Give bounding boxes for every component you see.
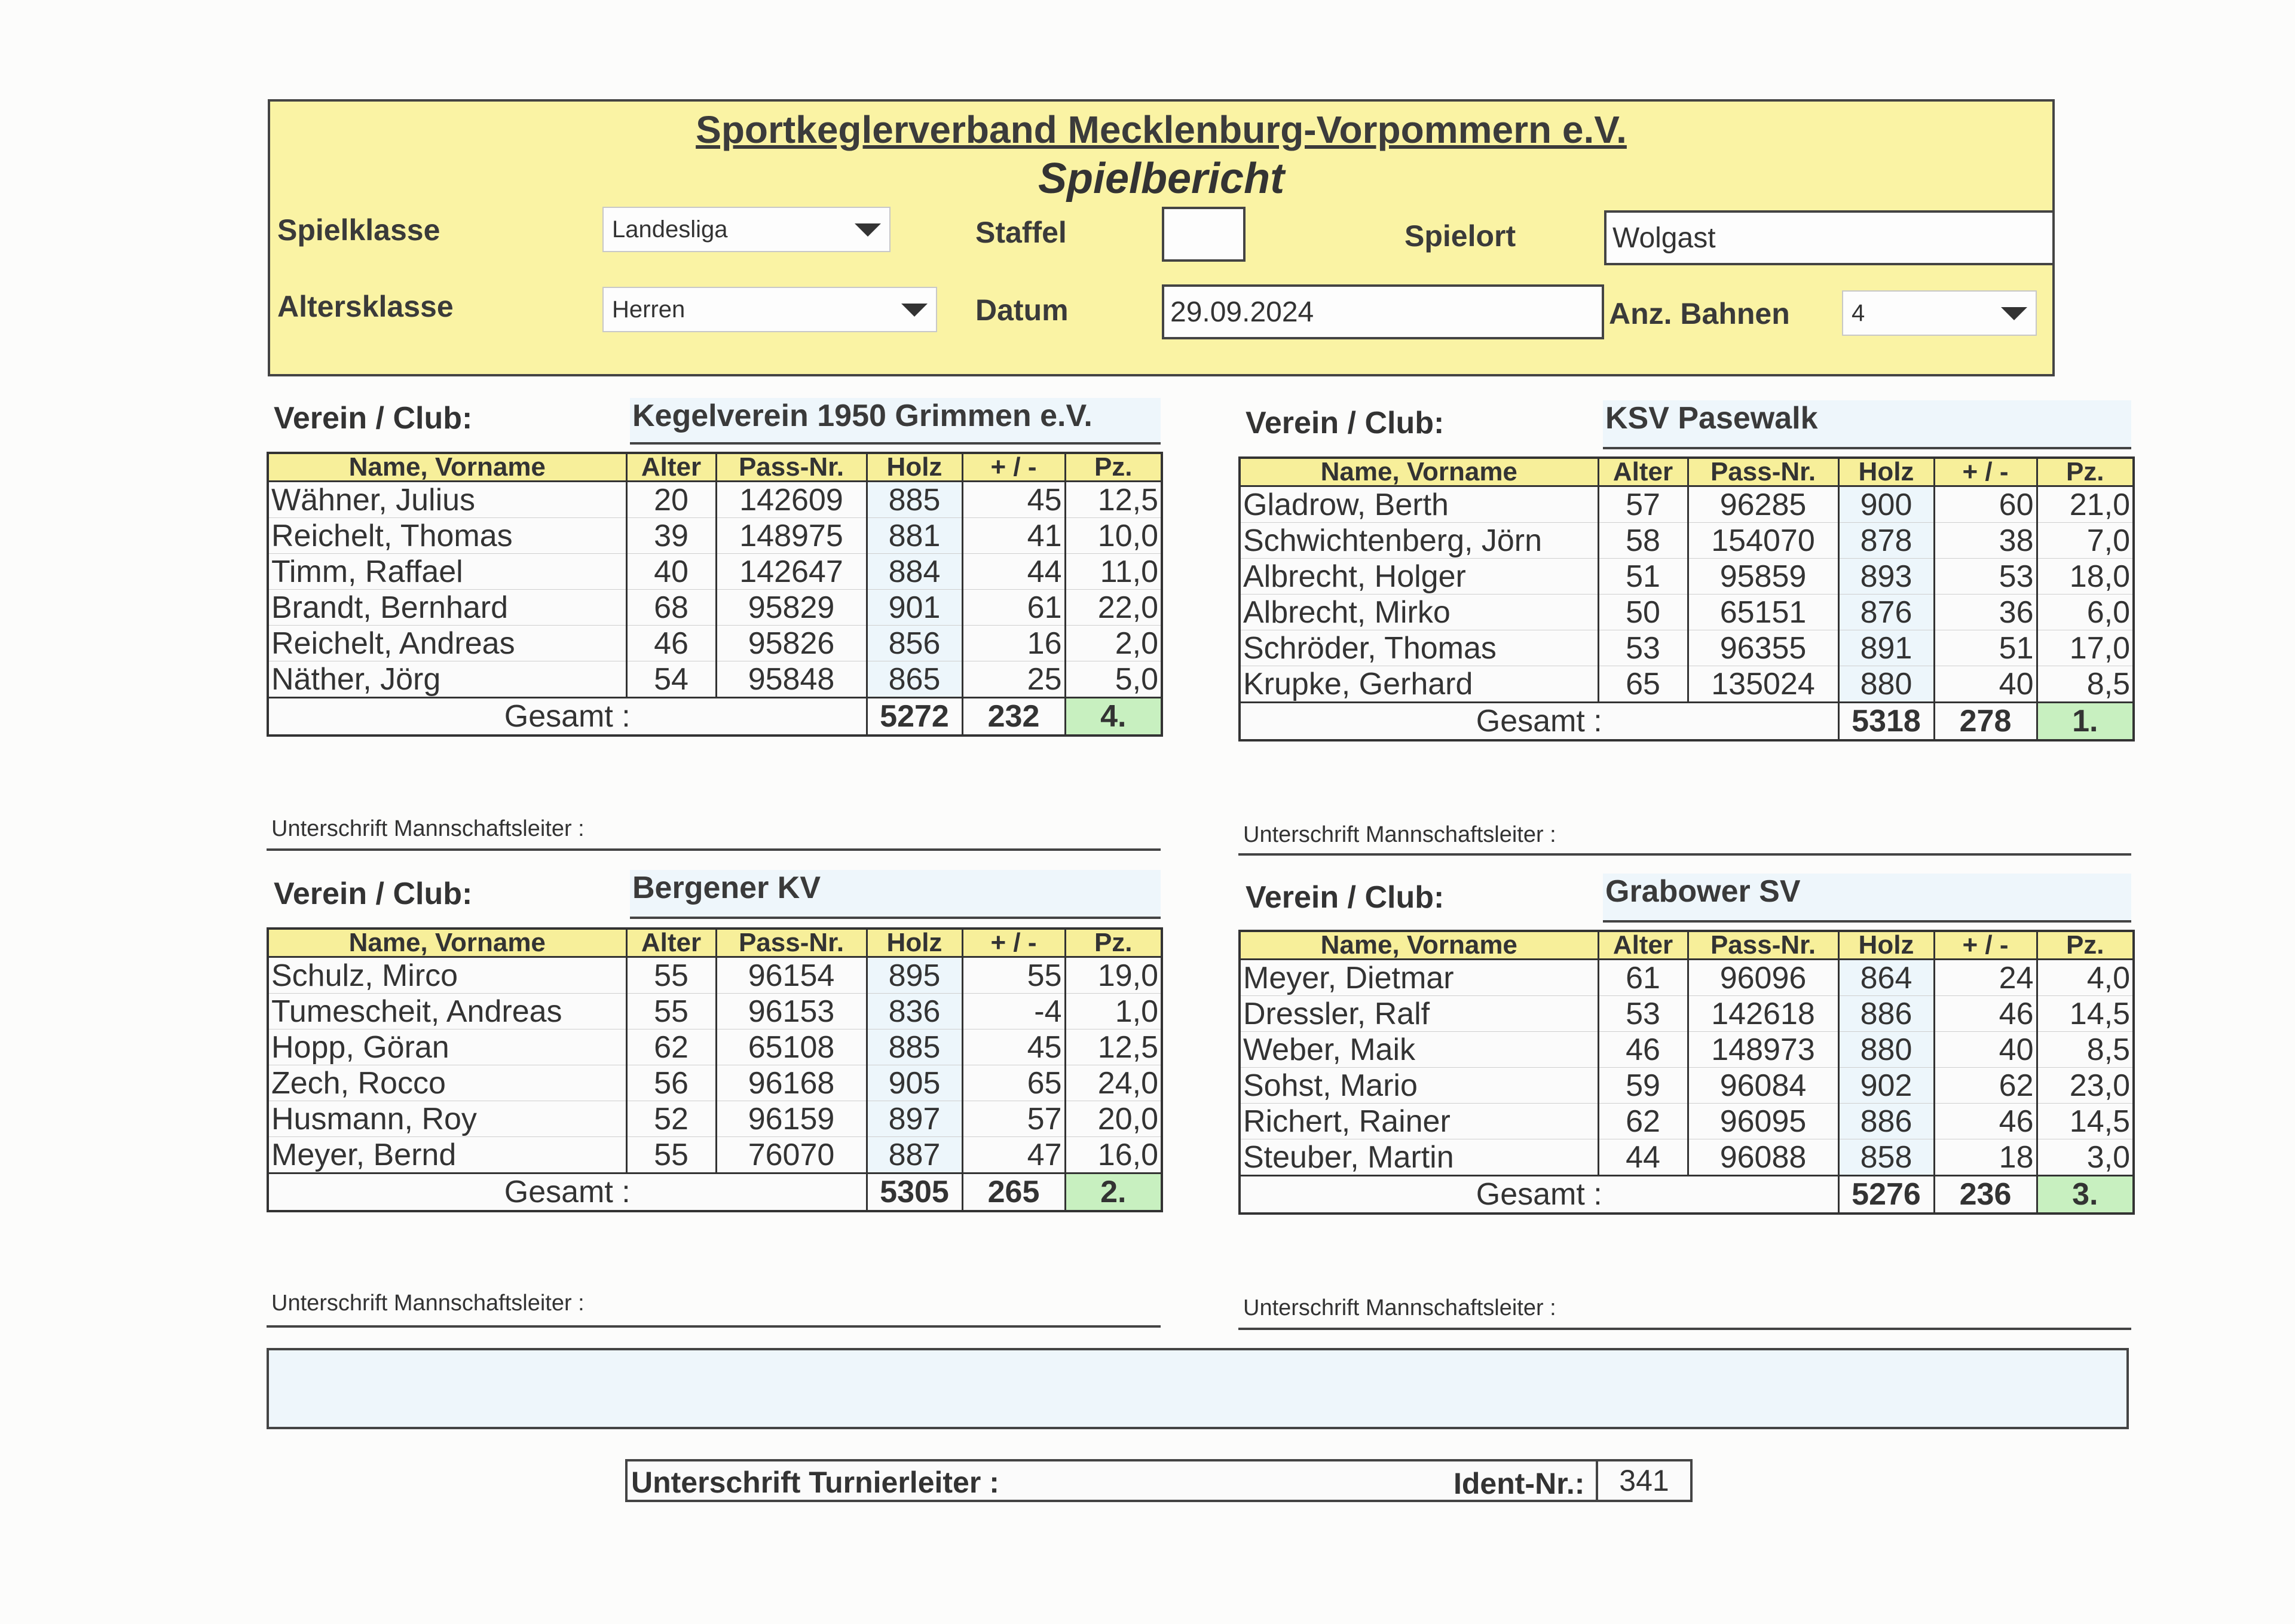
player-name: Sohst, Mario: [1240, 1068, 1598, 1104]
datum-label: Datum: [975, 293, 1069, 327]
player-pz: 3,0: [2037, 1139, 2134, 1176]
player-name: Schwichtenberg, Jörn: [1240, 523, 1598, 559]
club-label: Verein / Club:: [274, 401, 473, 436]
signature-label: Unterschrift Mannschaftsleiter :: [1243, 822, 1556, 847]
col-diff-header: + / -: [962, 929, 1065, 957]
player-pz: 19,0: [1065, 957, 1162, 994]
player-holz: 886: [1838, 1104, 1934, 1139]
player-pz: 5,0: [1065, 661, 1162, 698]
player-alter: 39: [626, 518, 716, 554]
spielort-label: Spielort: [1404, 219, 1516, 253]
federation-title: Sportkeglerverband Mecklenburg-Vorpommern e.V.: [696, 108, 1627, 151]
report-title: Spielbericht: [1038, 155, 1285, 203]
report-header: [268, 99, 2055, 376]
player-holz: 884: [867, 554, 962, 590]
col-alter-header: Alter: [1598, 458, 1688, 486]
team-table: [267, 927, 1163, 1212]
player-holz: 891: [1838, 630, 1934, 666]
player-name: Meyer, Dietmar: [1240, 960, 1598, 996]
player-pass: 142647: [716, 554, 867, 590]
col-name-header: Name, Vorname: [1240, 458, 1598, 486]
player-pz: 10,0: [1065, 518, 1162, 554]
player-pz: 6,0: [2037, 595, 2134, 630]
table-row: [1240, 559, 2134, 595]
altersklasse-label: Altersklasse: [277, 290, 454, 323]
player-holz: 864: [1838, 960, 1934, 996]
player-name: Albrecht, Mirko: [1240, 595, 1598, 630]
player-holz: 895: [867, 957, 962, 994]
club-label: Verein / Club:: [1246, 880, 1445, 915]
player-pz: 23,0: [2037, 1068, 2134, 1104]
player-name: Tumescheit, Andreas: [268, 994, 626, 1029]
col-pz-header: Pz.: [1065, 929, 1162, 957]
player-name: Albrecht, Holger: [1240, 559, 1598, 595]
player-alter: 55: [626, 994, 716, 1029]
total-holz: 5318: [1838, 703, 1934, 741]
player-diff: 46: [1934, 1104, 2037, 1139]
player-diff: 45: [962, 482, 1065, 518]
player-pass: 65151: [1688, 595, 1838, 630]
player-holz: 856: [867, 626, 962, 661]
player-holz: 880: [1838, 666, 1934, 703]
table-row: [1240, 523, 2134, 559]
player-name: Brandt, Bernhard: [268, 590, 626, 626]
bahnen-value: 4: [1852, 299, 1865, 326]
total-row: [268, 1173, 1162, 1212]
player-pass: 148975: [716, 518, 867, 554]
player-diff: 57: [962, 1101, 1065, 1137]
player-name: Gladrow, Berth: [1240, 486, 1598, 523]
total-diff: 265: [962, 1173, 1065, 1212]
signature-label: Unterschrift Mannschaftsleiter :: [1243, 1295, 1556, 1320]
col-holz-header: Holz: [1838, 458, 1934, 486]
col-diff-header: + / -: [1934, 458, 2037, 486]
player-pz: 2,0: [1065, 626, 1162, 661]
table-row: [268, 554, 1162, 590]
player-diff: 53: [1934, 559, 2037, 595]
player-pz: 14,5: [2037, 1104, 2134, 1139]
player-alter: 51: [1598, 559, 1688, 595]
player-holz: 887: [867, 1137, 962, 1173]
player-pz: 24,0: [1065, 1065, 1162, 1101]
team-rank: 1.: [2037, 703, 2134, 741]
club-name: KSV Pasewalk: [1603, 400, 2131, 449]
player-diff: -4: [962, 994, 1065, 1029]
player-pz: 17,0: [2037, 630, 2134, 666]
player-name: Richert, Rainer: [1240, 1104, 1598, 1139]
table-row: [268, 661, 1162, 698]
player-pz: 20,0: [1065, 1101, 1162, 1137]
player-pass: 96355: [1688, 630, 1838, 666]
player-pass: 135024: [1688, 666, 1838, 703]
player-diff: 45: [962, 1029, 1065, 1065]
table-row: [1240, 630, 2134, 666]
player-name: Steuber, Martin: [1240, 1139, 1598, 1176]
player-alter: 55: [626, 1137, 716, 1173]
col-name-header: Name, Vorname: [268, 929, 626, 957]
player-name: Reichelt, Thomas: [268, 518, 626, 554]
table-row: [1240, 996, 2134, 1032]
team-rank: 4.: [1065, 698, 1162, 736]
player-pass: 96168: [716, 1065, 867, 1101]
player-holz: 876: [1838, 595, 1934, 630]
player-pass: 96159: [716, 1101, 867, 1137]
player-alter: 62: [1598, 1104, 1688, 1139]
player-diff: 18: [1934, 1139, 2037, 1176]
table-row: [268, 994, 1162, 1029]
player-holz: 893: [1838, 559, 1934, 595]
total-label: Gesamt :: [1240, 703, 1838, 741]
signature-line[interactable]: [267, 1325, 1161, 1328]
datum-value: 29.09.2024: [1170, 296, 1314, 328]
table-row: [268, 1101, 1162, 1137]
col-holz-header: Holz: [1838, 931, 1934, 960]
player-holz: 901: [867, 590, 962, 626]
player-alter: 57: [1598, 486, 1688, 523]
signature-line[interactable]: [1238, 1328, 2131, 1330]
col-pz-header: Pz.: [1065, 453, 1162, 482]
player-diff: 65: [962, 1065, 1065, 1101]
player-name: Näther, Jörg: [268, 661, 626, 698]
player-pz: 12,5: [1065, 1029, 1162, 1065]
turnierleiter-label: Unterschrift Turnierleiter :: [631, 1466, 999, 1499]
player-name: Husmann, Roy: [268, 1101, 626, 1137]
total-row: [1240, 1176, 2134, 1214]
player-alter: 52: [626, 1101, 716, 1137]
col-name-header: Name, Vorname: [1240, 931, 1598, 960]
col-pass-header: Pass-Nr.: [716, 453, 867, 482]
col-alter-header: Alter: [1598, 931, 1688, 960]
player-pz: 22,0: [1065, 590, 1162, 626]
player-pass: 95848: [716, 661, 867, 698]
player-alter: 44: [1598, 1139, 1688, 1176]
club-name: Kegelverein 1950 Grimmen e.V.: [630, 398, 1161, 445]
player-diff: 38: [1934, 523, 2037, 559]
altersklasse-value: Herren: [612, 296, 686, 323]
player-alter: 56: [626, 1065, 716, 1101]
player-pass: 148973: [1688, 1032, 1838, 1068]
signature-line[interactable]: [1238, 853, 2131, 856]
col-diff-header: + / -: [1934, 931, 2037, 960]
total-holz: 5276: [1838, 1176, 1934, 1214]
table-row: [268, 590, 1162, 626]
col-diff-header: + / -: [962, 453, 1065, 482]
player-holz: 902: [1838, 1068, 1934, 1104]
table-header-row: [268, 453, 1162, 482]
player-name: Wähner, Julius: [268, 482, 626, 518]
player-name: Reichelt, Andreas: [268, 626, 626, 661]
col-name-header: Name, Vorname: [268, 453, 626, 482]
col-pass-header: Pass-Nr.: [1688, 458, 1838, 486]
player-diff: 44: [962, 554, 1065, 590]
table-row: [268, 1029, 1162, 1065]
total-holz: 5272: [867, 698, 962, 736]
table-row: [268, 957, 1162, 994]
signature-label: Unterschrift Mannschaftsleiter :: [271, 1291, 585, 1316]
player-holz: 885: [867, 482, 962, 518]
dropdown-arrow-icon: [855, 223, 881, 237]
bahnen-label: Anz. Bahnen: [1609, 297, 1790, 330]
player-name: Schröder, Thomas: [1240, 630, 1598, 666]
player-name: Hopp, Göran: [268, 1029, 626, 1065]
player-diff: 46: [1934, 996, 2037, 1032]
player-diff: 40: [1934, 1032, 2037, 1068]
team-rank: 2.: [1065, 1173, 1162, 1212]
player-alter: 54: [626, 661, 716, 698]
table-row: [1240, 1032, 2134, 1068]
signature-label: Unterschrift Mannschaftsleiter :: [271, 816, 585, 841]
player-name: Krupke, Gerhard: [1240, 666, 1598, 703]
table-row: [1240, 1104, 2134, 1139]
player-diff: 41: [962, 518, 1065, 554]
player-pass: 96285: [1688, 486, 1838, 523]
player-diff: 51: [1934, 630, 2037, 666]
bahnen-select[interactable]: [1842, 290, 2037, 336]
notes-area[interactable]: [267, 1348, 2129, 1429]
table-header-row: [268, 929, 1162, 957]
player-diff: 62: [1934, 1068, 2037, 1104]
player-pass: 95829: [716, 590, 867, 626]
player-name: Meyer, Bernd: [268, 1137, 626, 1173]
player-pz: 4,0: [2037, 960, 2134, 996]
player-pass: 96084: [1688, 1068, 1838, 1104]
player-alter: 59: [1598, 1068, 1688, 1104]
player-pass: 154070: [1688, 523, 1838, 559]
player-pz: 16,0: [1065, 1137, 1162, 1173]
spielklasse-label: Spielklasse: [277, 213, 440, 247]
player-alter: 68: [626, 590, 716, 626]
club-label: Verein / Club:: [274, 877, 473, 911]
player-holz: 836: [867, 994, 962, 1029]
player-holz: 865: [867, 661, 962, 698]
total-label: Gesamt :: [1240, 1176, 1838, 1214]
player-diff: 25: [962, 661, 1065, 698]
team-rank: 3.: [2037, 1176, 2134, 1214]
player-holz: 905: [867, 1065, 962, 1101]
player-holz: 858: [1838, 1139, 1934, 1176]
spielklasse-select[interactable]: [602, 207, 891, 252]
staffel-label: Staffel: [975, 216, 1067, 249]
altersklasse-select[interactable]: [602, 287, 937, 332]
table-row: [268, 518, 1162, 554]
total-row: [1240, 703, 2134, 741]
table-header-row: [1240, 458, 2134, 486]
staffel-field[interactable]: [1162, 207, 1246, 262]
player-pz: 21,0: [2037, 486, 2134, 523]
player-alter: 55: [626, 957, 716, 994]
player-holz: 897: [867, 1101, 962, 1137]
club-label: Verein / Club:: [1246, 406, 1445, 440]
player-alter: 58: [1598, 523, 1688, 559]
player-name: Dressler, Ralf: [1240, 996, 1598, 1032]
col-pass-header: Pass-Nr.: [1688, 931, 1838, 960]
total-label: Gesamt :: [268, 698, 867, 736]
team-table: [1238, 456, 2135, 741]
team-table: [1238, 930, 2135, 1215]
player-alter: 40: [626, 554, 716, 590]
table-row: [268, 482, 1162, 518]
table-row: [1240, 1139, 2134, 1176]
player-pass: 142618: [1688, 996, 1838, 1032]
col-pz-header: Pz.: [2037, 931, 2134, 960]
player-pz: 18,0: [2037, 559, 2134, 595]
spielklasse-value: Landesliga: [612, 216, 728, 243]
player-holz: 881: [867, 518, 962, 554]
table-row: [268, 1065, 1162, 1101]
player-pz: 14,5: [2037, 996, 2134, 1032]
signature-line[interactable]: [267, 848, 1161, 851]
col-pz-header: Pz.: [2037, 458, 2134, 486]
player-alter: 65: [1598, 666, 1688, 703]
player-pass: 65108: [716, 1029, 867, 1065]
team-table: [267, 452, 1163, 737]
player-pass: 96095: [1688, 1104, 1838, 1139]
player-pass: 96096: [1688, 960, 1838, 996]
spielort-value: Wolgast: [1612, 222, 1716, 254]
player-diff: 47: [962, 1137, 1065, 1173]
player-pz: 11,0: [1065, 554, 1162, 590]
player-holz: 886: [1838, 996, 1934, 1032]
player-alter: 53: [1598, 996, 1688, 1032]
table-row: [1240, 1068, 2134, 1104]
player-alter: 46: [626, 626, 716, 661]
player-diff: 60: [1934, 486, 2037, 523]
total-diff: 236: [1934, 1176, 2037, 1214]
player-holz: 900: [1838, 486, 1934, 523]
club-name: Grabower SV: [1603, 874, 2131, 923]
player-alter: 50: [1598, 595, 1688, 630]
player-pz: 12,5: [1065, 482, 1162, 518]
total-label: Gesamt :: [268, 1173, 867, 1212]
total-holz: 5305: [867, 1173, 962, 1212]
ident-number: 341: [1596, 1459, 1693, 1502]
total-diff: 232: [962, 698, 1065, 736]
dropdown-arrow-icon: [901, 304, 928, 317]
player-diff: 24: [1934, 960, 2037, 996]
player-diff: 40: [1934, 666, 2037, 703]
player-alter: 61: [1598, 960, 1688, 996]
dropdown-arrow-icon: [2001, 307, 2027, 320]
player-pass: 95826: [716, 626, 867, 661]
player-alter: 20: [626, 482, 716, 518]
col-alter-header: Alter: [626, 929, 716, 957]
table-row: [1240, 486, 2134, 523]
spielort-field[interactable]: [1604, 210, 2055, 265]
player-name: Zech, Rocco: [268, 1065, 626, 1101]
table-row: [268, 1137, 1162, 1173]
table-row: [1240, 595, 2134, 630]
player-diff: 36: [1934, 595, 2037, 630]
datum-field[interactable]: [1162, 284, 1604, 339]
player-name: Timm, Raffael: [268, 554, 626, 590]
player-name: Schulz, Mirco: [268, 957, 626, 994]
player-diff: 16: [962, 626, 1065, 661]
player-pz: 1,0: [1065, 994, 1162, 1029]
player-pz: 8,5: [2037, 1032, 2134, 1068]
player-holz: 878: [1838, 523, 1934, 559]
player-diff: 61: [962, 590, 1065, 626]
player-pass: 96154: [716, 957, 867, 994]
player-pass: 142609: [716, 482, 867, 518]
turnierleiter-signature-row: [625, 1459, 1690, 1502]
table-header-row: [1240, 931, 2134, 960]
ident-label: Ident-Nr.:: [1454, 1467, 1585, 1500]
player-pass: 96153: [716, 994, 867, 1029]
player-holz: 880: [1838, 1032, 1934, 1068]
col-alter-header: Alter: [626, 453, 716, 482]
table-row: [268, 626, 1162, 661]
player-pass: 95859: [1688, 559, 1838, 595]
player-pz: 8,5: [2037, 666, 2134, 703]
club-name: Bergener KV: [630, 870, 1161, 919]
player-alter: 53: [1598, 630, 1688, 666]
player-name: Weber, Maik: [1240, 1032, 1598, 1068]
total-diff: 278: [1934, 703, 2037, 741]
player-diff: 55: [962, 957, 1065, 994]
col-pass-header: Pass-Nr.: [716, 929, 867, 957]
col-holz-header: Holz: [867, 929, 962, 957]
player-holz: 885: [867, 1029, 962, 1065]
player-pass: 76070: [716, 1137, 867, 1173]
table-row: [1240, 960, 2134, 996]
col-holz-header: Holz: [867, 453, 962, 482]
player-pz: 7,0: [2037, 523, 2134, 559]
player-alter: 62: [626, 1029, 716, 1065]
player-alter: 46: [1598, 1032, 1688, 1068]
table-row: [1240, 666, 2134, 703]
player-pass: 96088: [1688, 1139, 1838, 1176]
total-row: [268, 698, 1162, 736]
